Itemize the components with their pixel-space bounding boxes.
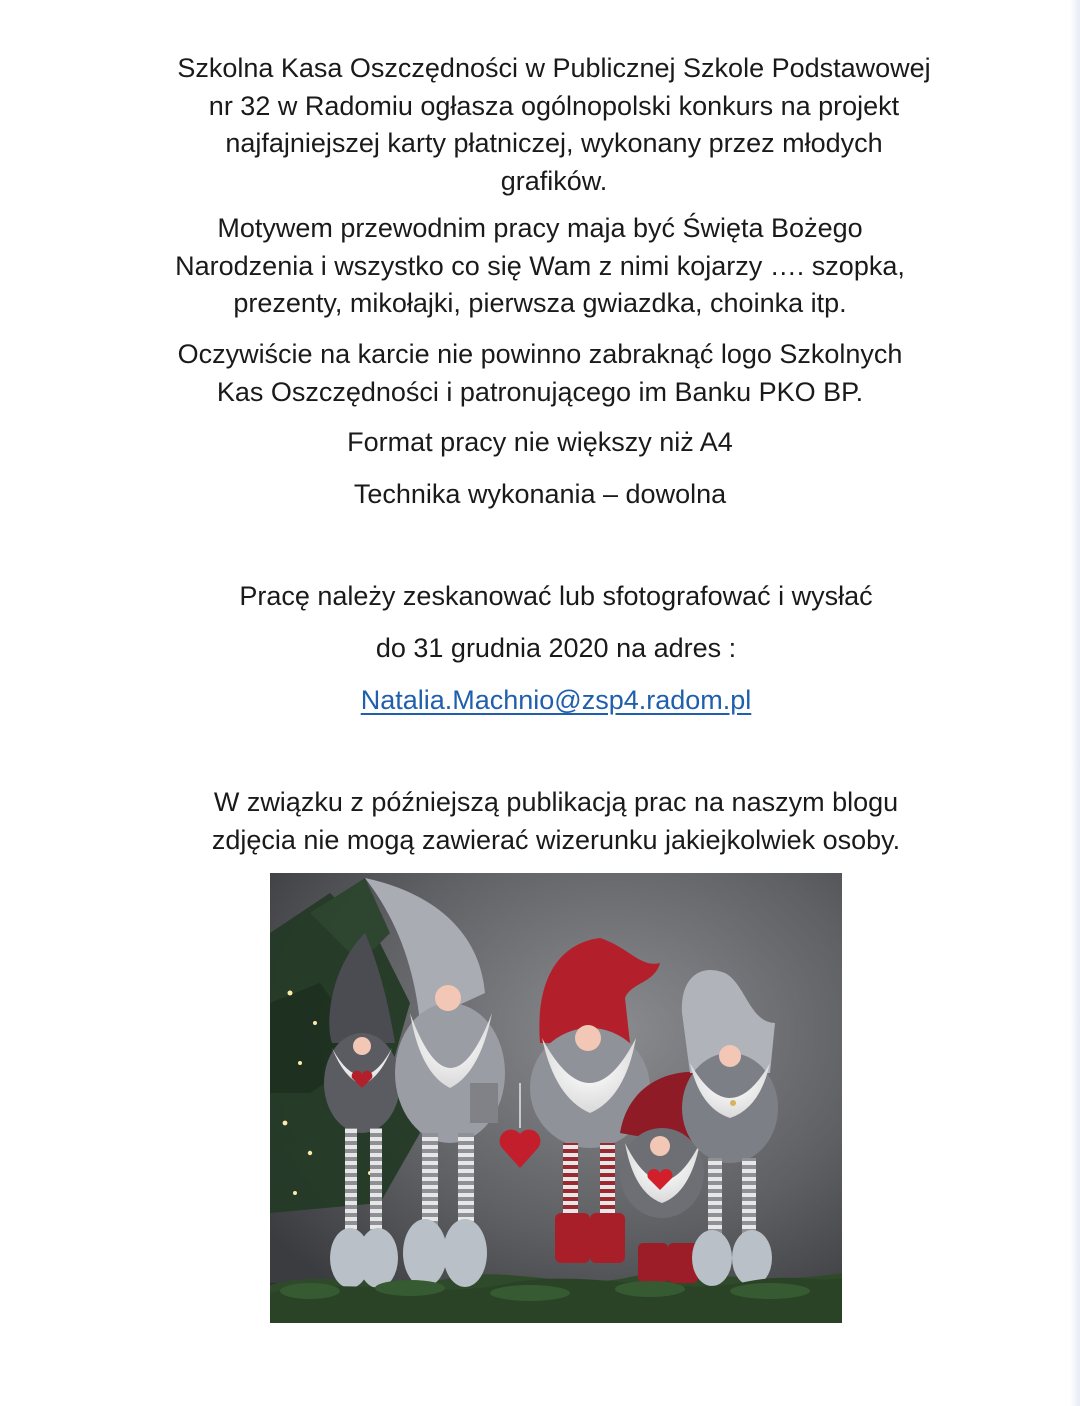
christmas-gnomes-photo [270,873,842,1323]
logo-paragraph: Oczywiście na karcie nie powinno zabraknąć logo Szkolnych Kas Oszczędności i patronującego im Banku PKO BP. [177,339,903,407]
theme-paragraph: Motywem przewodnim pracy maja być Święta Bożego Narodzenia i wszystko co się Wam z nimi kojarzy …. szopka, prezenty, mikołajki, pierwsza gwiazdka, choinka itp. [175,213,905,318]
technique-line: Technika wykonania – dowolna [353,479,727,509]
deadline-line: do 31 grudnia 2020 na adres : [375,633,737,663]
email-link[interactable]: Natalia.Machnio@zsp4.radom.pl [360,685,752,715]
email-line [0,682,1080,720]
submit-line: Pracę należy zeskanować lub sfotografować i wysłać [239,581,873,611]
format-line: Format pracy nie większy niż A4 [347,427,733,457]
intro-paragraph: Szkolna Kasa Oszczędności w Publicznej Szkole Podstawowej nr 32 w Radomiu ogłasza ogólnopolski konkurs na projekt najfajniejszej karty płatniczej, wykonany przez młodych grafików. [177,53,931,196]
privacy-notice: W związku z późniejszą publikacją prac na naszym blogu zdjęcia nie mogą zawierać wizerunku jakiejkolwiek osoby. [211,787,901,855]
